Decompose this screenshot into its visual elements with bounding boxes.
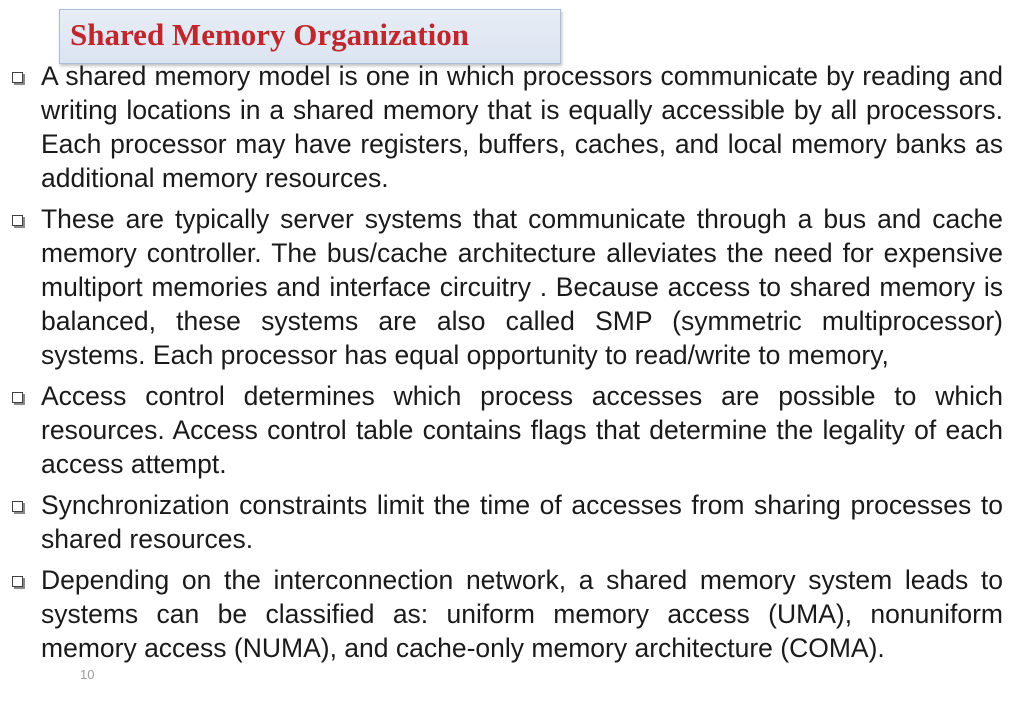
bullet-list <box>0 59 1024 672</box>
hollow-square-bullet-icon <box>12 392 23 403</box>
hollow-square-bullet-icon <box>12 576 23 587</box>
page-number: 10 <box>80 667 95 682</box>
bullet-item <box>0 563 1024 665</box>
bullet-item <box>0 379 1024 481</box>
bullet-item <box>0 202 1024 372</box>
hollow-square-bullet-icon <box>12 501 23 512</box>
bullet-text: Depending on the interconnection network, a shared memory system leads to systems can be classified as: uniform memory access (UMA), nonuniform memory access (NUMA), and cache-only memory architecture (COMA). <box>41 565 1003 663</box>
hollow-square-bullet-icon <box>12 215 23 226</box>
slide-title: Shared Memory Organization <box>70 17 469 52</box>
bullet-text: A shared memory model is one in which processors communicate by reading and writing locations in a shared memory that is equally accessible by all processors. Each processor may have registers, buffers, caches, and local memory banks as additional memory resources. <box>41 61 1003 193</box>
bullet-item <box>0 488 1024 556</box>
bullet-text: These are typically server systems that communicate through a bus and cache memory controller. The bus/cache architecture alleviates the need for expensive multiport memories and interface circuitry . Because access to shared memory is balanced, these systems are also called SMP (symmetric multiprocessor) systems. Each processor has equal opportunity to read/write to memory, <box>41 204 1003 370</box>
bullet-text: Access control determines which process accesses are possible to which resources. Access control table contains flags that determine the legality of each access attempt. <box>41 381 1003 479</box>
bullet-text: Synchronization constraints limit the time of accesses from sharing processes to shared resources. <box>41 490 1003 554</box>
hollow-square-bullet-icon <box>12 72 23 83</box>
bullet-item <box>0 59 1024 195</box>
